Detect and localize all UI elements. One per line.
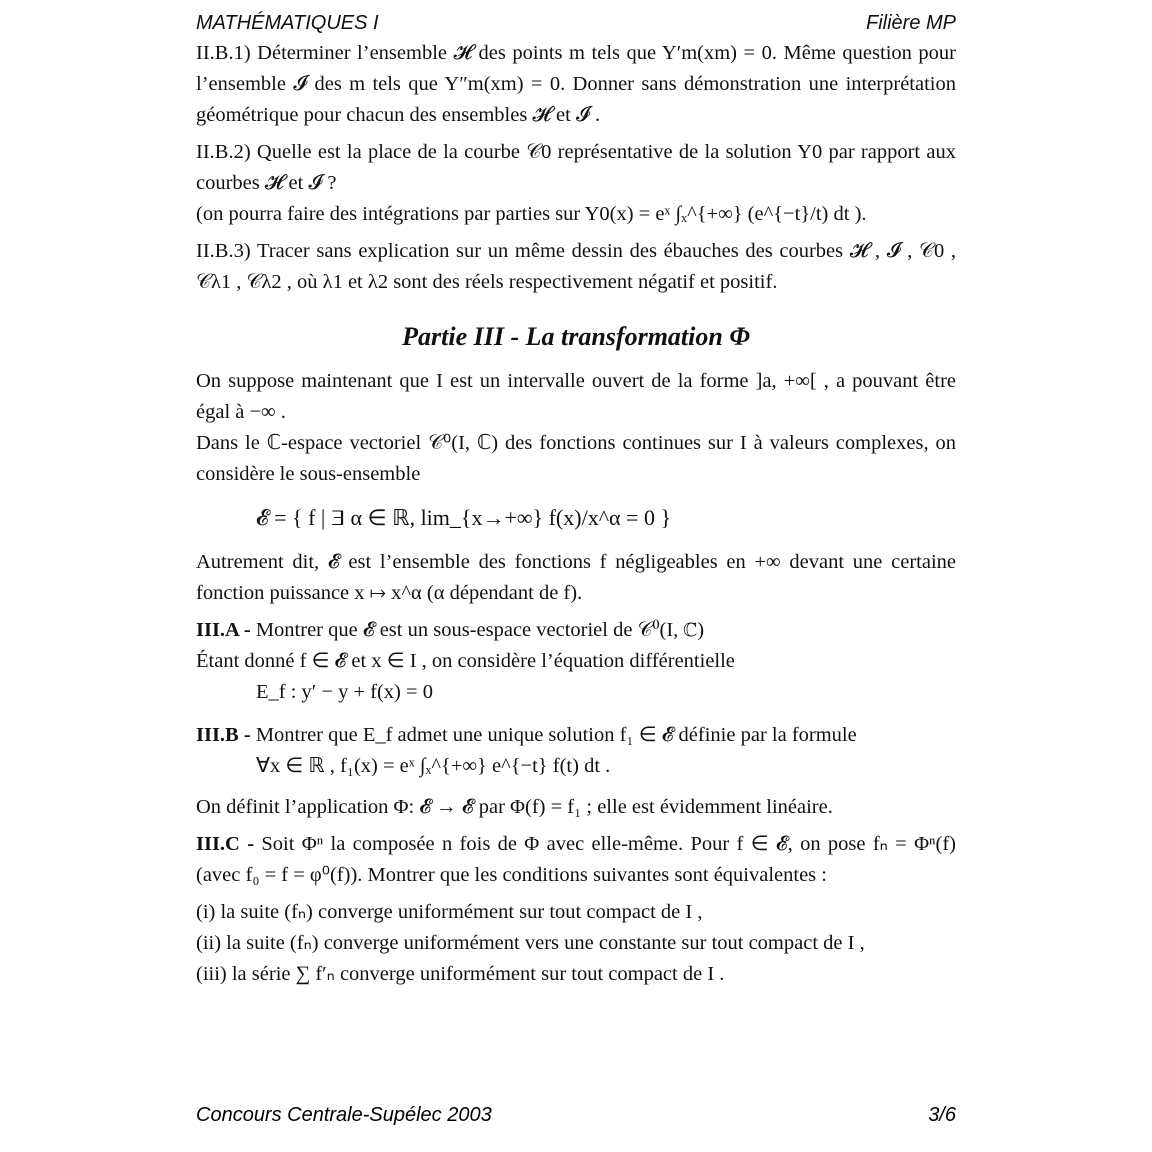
paragraph-intro-2: Dans le ℂ-espace vectoriel 𝒞⁰(I, ℂ) des fonctions continues sur I à valeurs complexes, on considère le sous-ensemble	[196, 432, 956, 485]
footer-left: Concours Centrale-Supélec 2003	[196, 1104, 492, 1126]
paragraph-iib3: II.B.3) Tracer sans explication sur un même dessin des ébauches des courbes 𝓗 , 𝓘 , 𝒞0 , 𝒞λ1 , 𝒞λ2 , où λ1 et λ2 sont des réels respectivement négatif et positif.	[196, 240, 956, 293]
condition-i: (i) la suite (fₙ) converge uniformément sur tout compact de I ,	[196, 901, 703, 923]
condition-ii: (ii) la suite (fₙ) converge uniformément vers une constante sur tout compact de I ,	[196, 932, 865, 954]
section-title: Partie III - La transformation Φ	[402, 322, 750, 351]
header-left: MATHÉMATIQUES I	[196, 12, 379, 34]
equation-f1: ∀x ∈ ℝ , f₁(x) = eˣ ∫ₓ^{+∞} e^{−t} f(t) dt .	[256, 755, 611, 777]
footer-right: 3/6	[928, 1104, 956, 1126]
paragraph-intro-1: On suppose maintenant que I est un intervalle ouvert de la forme ]a, +∞[ , a pouvant être égal à −∞ .	[196, 370, 956, 423]
header-right: Filière MP	[865, 12, 956, 34]
page	[196, 8, 956, 990]
document-body	[196, 38, 956, 990]
paragraph-autrement: Autrement dit, 𝓔 est l’ensemble des fonctions f négligeables en +∞ devant une certaine fonction puissance x ↦ x^α (α dépendant de f).	[196, 551, 956, 604]
equation-Ef: E_f : y′ − y + f(x) = 0	[256, 681, 433, 703]
equation-E-definition: 𝓔 = { f | ∃ α ∈ ℝ, lim_{x→+∞} f(x)/x^α = 0 }	[256, 505, 672, 530]
condition-iii: (iii) la série ∑ f′ₙ converge uniformément sur tout compact de I .	[196, 963, 725, 985]
question-iiib	[196, 720, 956, 751]
question-iiia	[196, 615, 956, 646]
question-iiia-label: III.A -	[196, 619, 251, 641]
paragraph-etant: Étant donné f ∈ 𝓔 et x ∈ I , on considère l’équation différentielle	[196, 650, 735, 672]
paragraph-phi: On définit l’application Φ: 𝓔 → 𝓔 par Φ(f) = f₁ ; elle est évidemment linéaire.	[196, 796, 833, 818]
question-iiib-text: Montrer que E_f admet une unique solution f₁ ∈ 𝓔 définie par la formule	[255, 724, 857, 746]
paragraph-iib2-hint: (on pourra faire des intégrations par parties sur Y0(x) = eˣ ∫ₓ^{+∞} (e^{−t}/t) dt ).	[196, 203, 867, 225]
question-iiib-label: III.B -	[196, 724, 251, 746]
paragraph-iib1: II.B.1) Déterminer l’ensemble 𝓗 des points m tels que Y′m(xm) = 0. Même question pour l’ensemble 𝓘 des m tels que Y″m(xm) = 0. Donner sans démonstration une interprétation géométrique pour chacun des ensembles 𝓗 et 𝓘 .	[196, 42, 956, 126]
page-footer	[196, 1104, 956, 1127]
paragraph-iib2: II.B.2) Quelle est la place de la courbe 𝒞0 représentative de la solution Y0 par rapport aux courbes 𝓗 et 𝓘 ?	[196, 141, 956, 194]
question-iiic	[196, 829, 956, 891]
page-header	[196, 8, 956, 38]
question-iiic-label: III.C -	[196, 833, 255, 855]
question-iiia-text: Montrer que 𝓔 est un sous-espace vectoriel de 𝒞⁰(I, ℂ)	[255, 619, 705, 641]
question-iiic-text: Soit Φⁿ la composée n fois de Φ avec elle-même. Pour f ∈ 𝓔, on pose fₙ = Φⁿ(f) (avec f₀ = f = φ⁰(f)). Montrer que les conditions suivantes sont équivalentes :	[196, 833, 956, 886]
